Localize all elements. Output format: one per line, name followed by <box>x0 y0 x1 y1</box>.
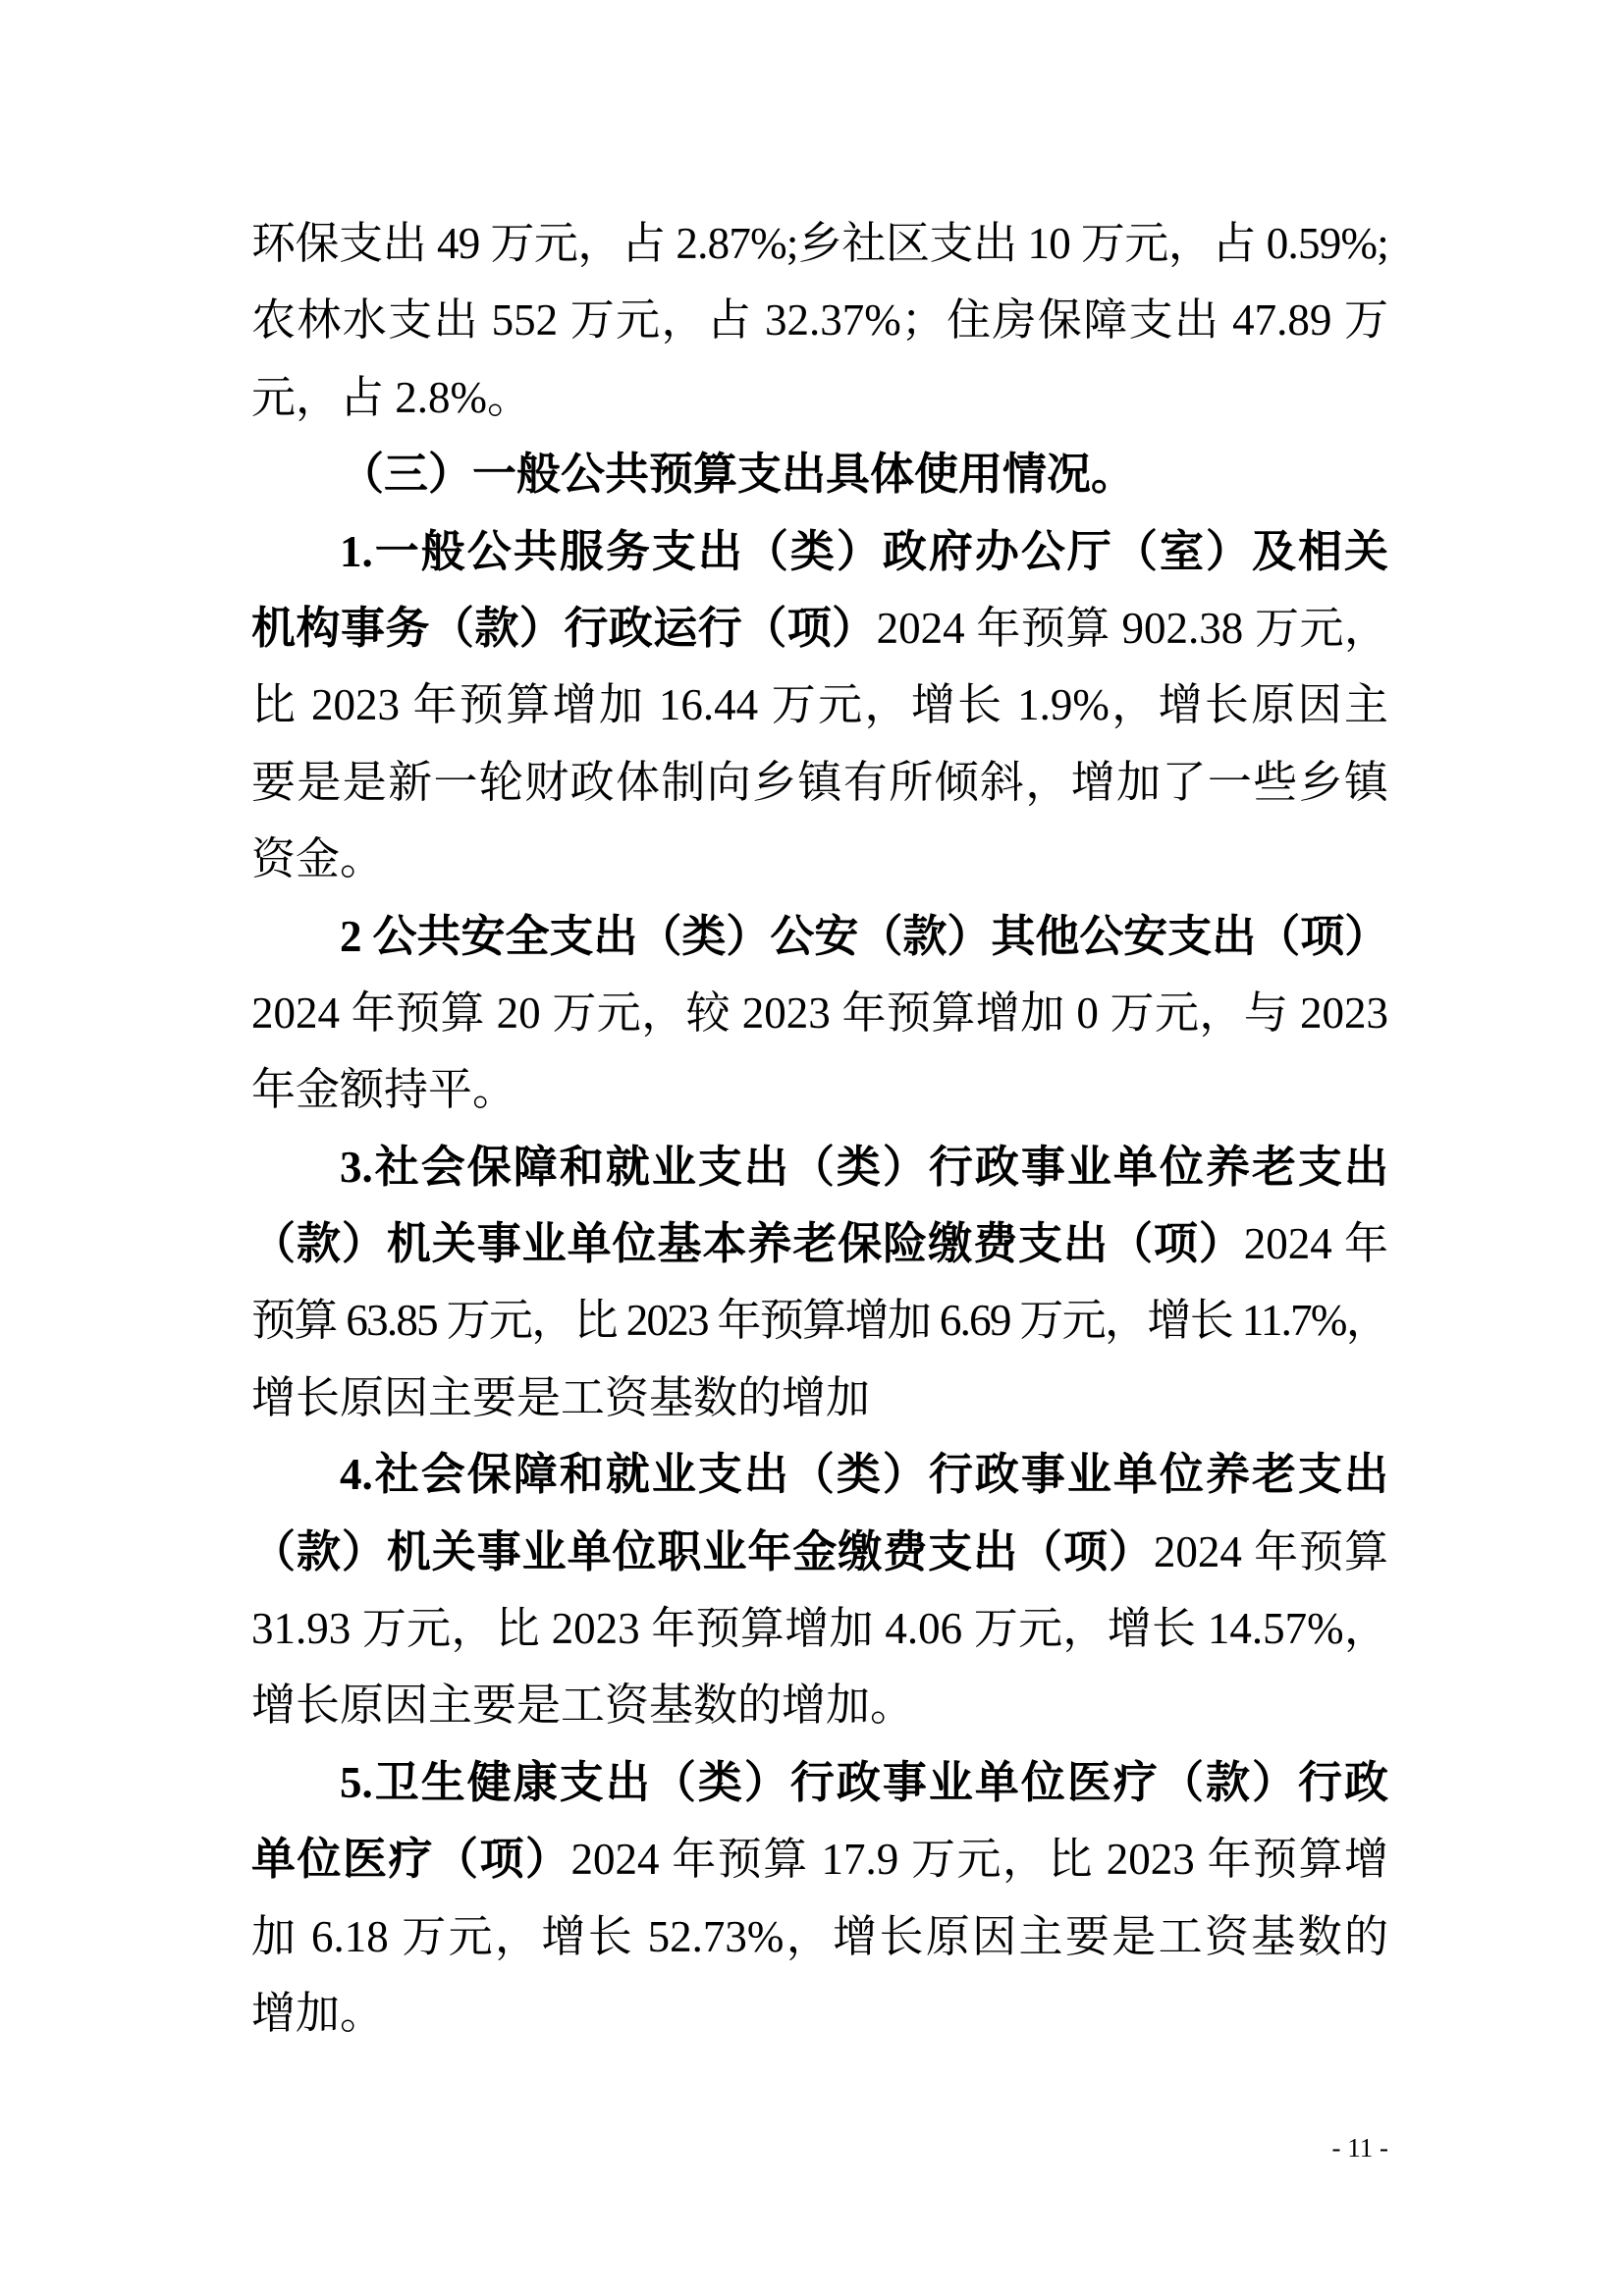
budget-item-2 <box>251 898 1388 1129</box>
item-body-text: 年金额持平。 <box>251 1065 517 1115</box>
item-heading-text: 2 公共安全支出（类）公安（款）其他公安支出（项） <box>340 911 1388 961</box>
item-body-text: 2024 年 <box>1243 1219 1388 1269</box>
item-body-text: 增长原因主要是工资基数的增加 <box>251 1372 871 1422</box>
document-body <box>251 205 1388 2052</box>
intro-paragraph <box>251 205 1388 436</box>
text-line <box>251 590 1388 667</box>
item-body-text: 预算 63.85 万元，比 2023 年预算增加 6.69 万元，增长 11.7%， <box>251 1296 1388 1346</box>
budget-item-1 <box>251 513 1388 898</box>
text-line <box>251 667 1388 743</box>
page-number: - 11 - <box>1331 2133 1388 2163</box>
text-line: 环保支出 49 万元，占 2.87%;乡社区支出 10 万元，占 0.59%; <box>251 219 1388 268</box>
section-heading: （三）一般公共预算支出具体使用情况。 <box>340 450 1136 500</box>
item-body-text: 2024 年预算 902.38 万元， <box>876 603 1388 653</box>
text-line <box>251 1205 1388 1282</box>
text-line <box>251 1821 1388 1897</box>
item-body-text: 2024 年预算 20 万元，较 2023 年预算增加 0 万元，与 2023 <box>251 988 1388 1038</box>
text-line <box>251 1590 1388 1667</box>
text-line <box>251 744 1388 821</box>
text-line: 农林水支出 552 万元，占 32.37%；住房保障支出 47.89 万 <box>251 295 1388 346</box>
item-heading-text: 机构事务（款）行政运行（项） <box>251 603 877 653</box>
text-line <box>251 1129 1388 1205</box>
text-line <box>251 898 1388 975</box>
text-line <box>251 1975 1388 2052</box>
item-heading-text: （款）机关事业单位职业年金缴费支出（项） <box>251 1526 1154 1576</box>
text-line <box>251 821 1388 897</box>
item-heading-text: 5.卫生健康支出（类）行政事业单位医疗（款）行政 <box>340 1757 1388 1807</box>
text-line <box>251 1360 1388 1436</box>
item-body-text: 比 2023 年预算增加 16.44 万元，增长 1.9%，增长原因主 <box>251 680 1388 730</box>
text-line <box>251 1282 1388 1359</box>
item-heading-text: 单位医疗（项） <box>251 1835 571 1885</box>
budget-item-3 <box>251 1129 1388 1437</box>
text-line <box>251 1744 1388 1821</box>
item-body-text: 31.93 万元，比 2023 年预算增加 4.06 万元，增长 14.57%， <box>251 1604 1388 1654</box>
budget-item-5 <box>251 1744 1388 2053</box>
item-body-text: 2024 年预算 <box>1153 1526 1388 1576</box>
text-line <box>251 975 1388 1051</box>
item-heading-text: 1.一般公共服务支出（类）政府办公厅（室）及相关 <box>340 526 1388 576</box>
item-heading-text: （款）机关事业单位基本养老保险缴费支出（项） <box>251 1219 1244 1269</box>
text-line <box>251 1514 1388 1590</box>
item-body-text: 2024 年预算 17.9 万元，比 2023 年预算增 <box>570 1835 1388 1885</box>
item-body-text: 增长原因主要是工资基数的增加。 <box>251 1681 915 1731</box>
text-line <box>251 1051 1388 1128</box>
text-line <box>251 1667 1388 1743</box>
item-heading-text: 4.社会保障和就业支出（类）行政事业单位养老支出 <box>340 1450 1388 1500</box>
item-body-text: 加 6.18 万元，增长 52.73%，增长原因主要是工资基数的 <box>251 1911 1388 1961</box>
item-body-text: 资金。 <box>251 834 385 884</box>
item-heading-text: 3.社会保障和就业支出（类）行政事业单位养老支出 <box>340 1142 1388 1192</box>
budget-item-4 <box>251 1436 1388 1744</box>
item-body-text: 增加。 <box>251 1988 385 2038</box>
text-line: 元，占 2.8%。 <box>251 372 531 422</box>
text-line <box>251 513 1388 590</box>
item-body-text: 要是是新一轮财政体制向乡镇有所倾斜，增加了一些乡镇 <box>251 757 1388 807</box>
text-line <box>251 1898 1388 1975</box>
text-line <box>251 1436 1388 1513</box>
